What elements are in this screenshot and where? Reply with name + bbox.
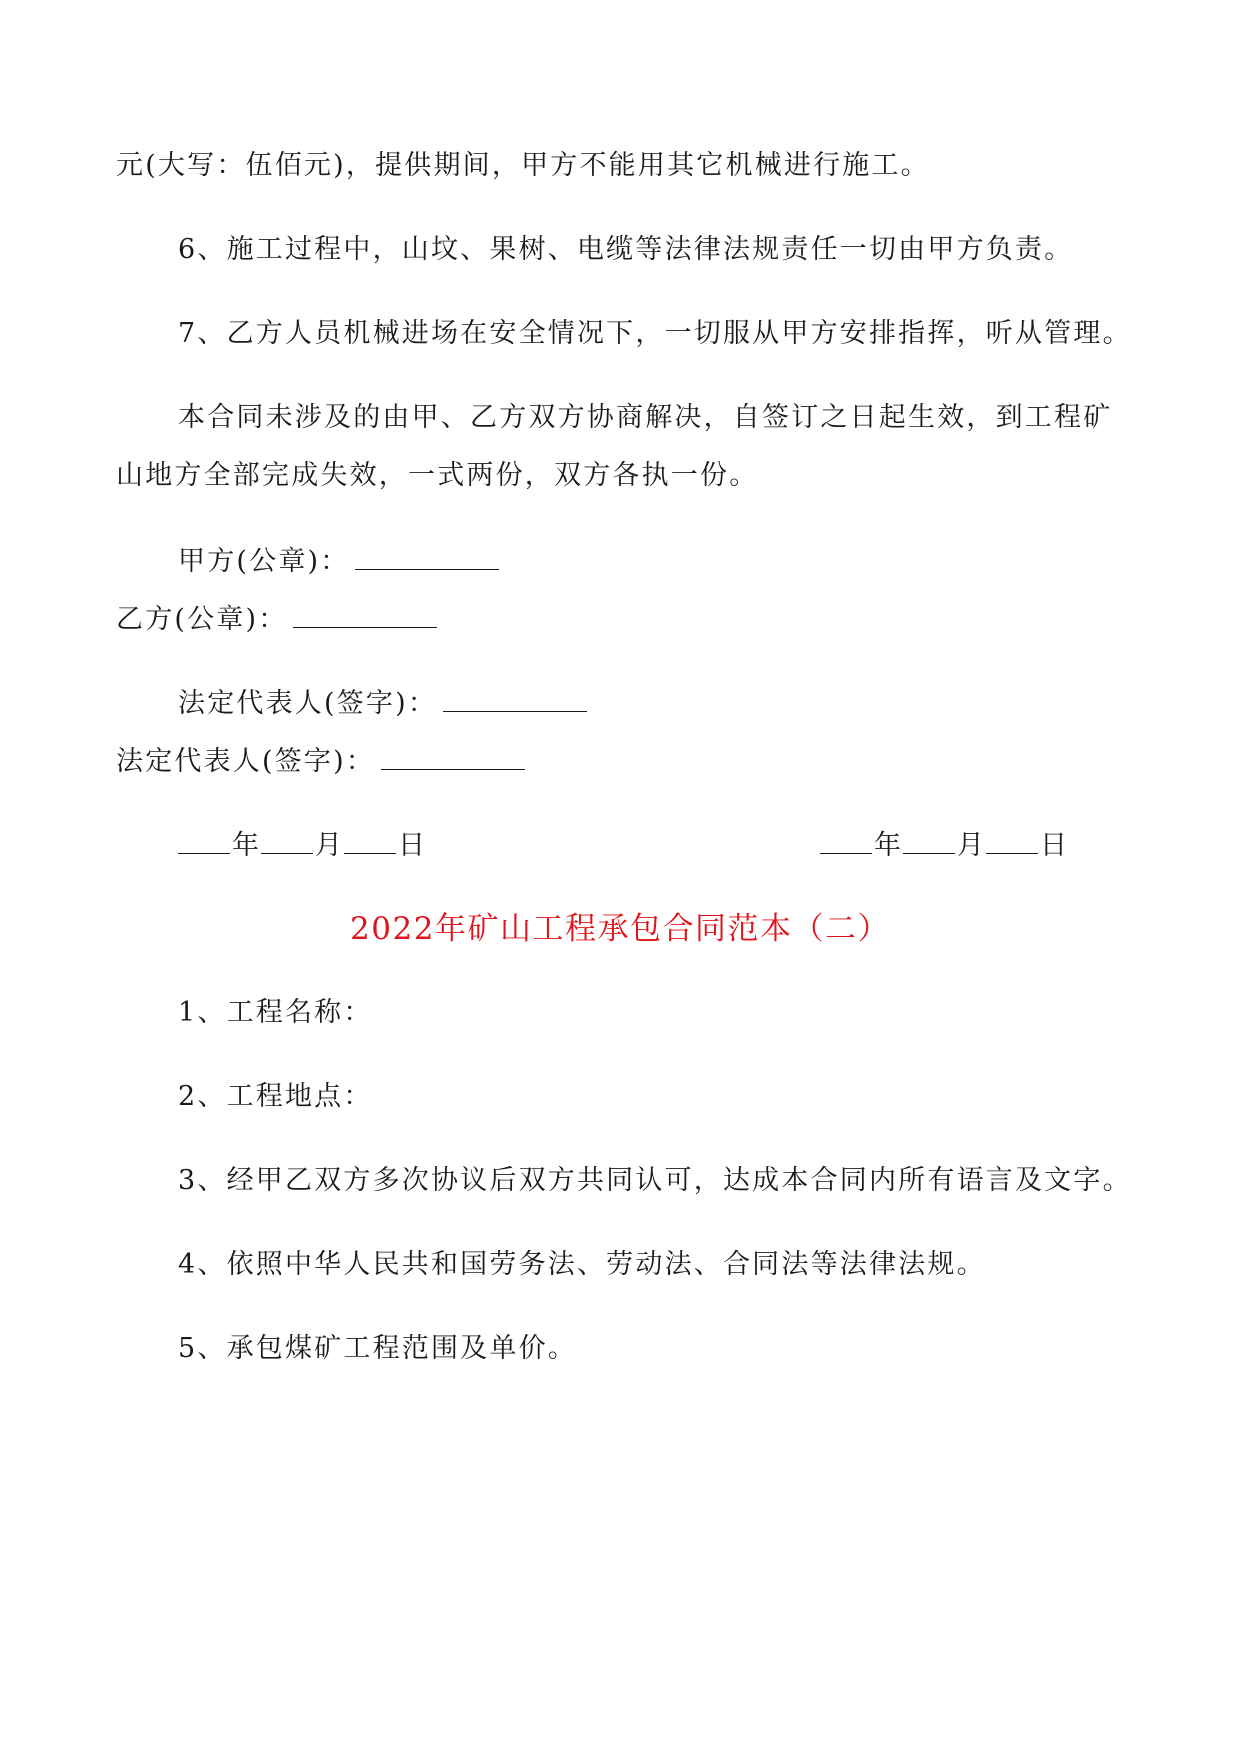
clause-7: 7、乙方人员机械进场在安全情况下，一切服从甲方安排指挥，听从管理。 xyxy=(178,318,1132,349)
item-4: 4、依照中华人民共和国劳务法、劳动法、合同法等法律法规。 xyxy=(178,1249,986,1280)
rep-b-blank xyxy=(381,741,525,770)
date-right xyxy=(820,825,1069,866)
rep-a-row xyxy=(178,683,1130,724)
item-5: 5、承包煤矿工程范围及单价。 xyxy=(178,1333,577,1364)
date-left xyxy=(178,825,427,866)
month-label-left: 月 xyxy=(315,830,344,861)
month-label-right: 月 xyxy=(957,830,986,861)
paragraph-continuation: 元(大写：伍佰元)，提供期间，甲方不能用其它机械进行施工。 xyxy=(116,150,930,181)
day-label-left: 日 xyxy=(398,830,427,861)
month-blank-right xyxy=(903,825,955,854)
day-blank-left xyxy=(344,825,396,854)
year-label-left: 年 xyxy=(232,830,261,861)
rep-a-blank xyxy=(443,683,587,712)
item-3: 3、经甲乙双方多次协议后双方共同认可，达成本合同内所有语言及文字。 xyxy=(178,1165,1132,1196)
party-b-seal-row xyxy=(116,599,1130,640)
party-b-seal-label: 乙方(公章)： xyxy=(116,604,288,635)
section-title: 2022年矿山工程承包合同范本（二） xyxy=(350,911,890,947)
month-blank-left xyxy=(261,825,313,854)
rep-b-label: 法定代表人(签字)： xyxy=(116,746,376,777)
party-a-seal-row xyxy=(178,541,1130,582)
party-a-seal-blank xyxy=(355,541,499,570)
year-blank-right xyxy=(820,825,872,854)
item-1: 1、工程名称： xyxy=(178,997,373,1028)
year-blank-left xyxy=(178,825,230,854)
clause-6: 6、施工过程中，山坟、果树、电缆等法律法规责任一切由甲方负责。 xyxy=(178,234,1074,265)
rep-a-label: 法定代表人(签字)： xyxy=(178,688,438,719)
day-label-right: 日 xyxy=(1040,830,1069,861)
year-label-right: 年 xyxy=(874,830,903,861)
closing-paragraph-line-2: 山地方全部完成失效，一式两份，双方各执一份。 xyxy=(116,460,759,491)
closing-paragraph-line-1: 本合同未涉及的由甲、乙方双方协商解决，自签订之日起生效，到工程矿 xyxy=(178,402,1113,433)
item-2: 2、工程地点： xyxy=(178,1081,373,1112)
party-a-seal-label: 甲方(公章)： xyxy=(178,546,350,577)
party-b-seal-blank xyxy=(293,599,437,628)
rep-b-row xyxy=(116,741,1130,782)
day-blank-right xyxy=(986,825,1038,854)
